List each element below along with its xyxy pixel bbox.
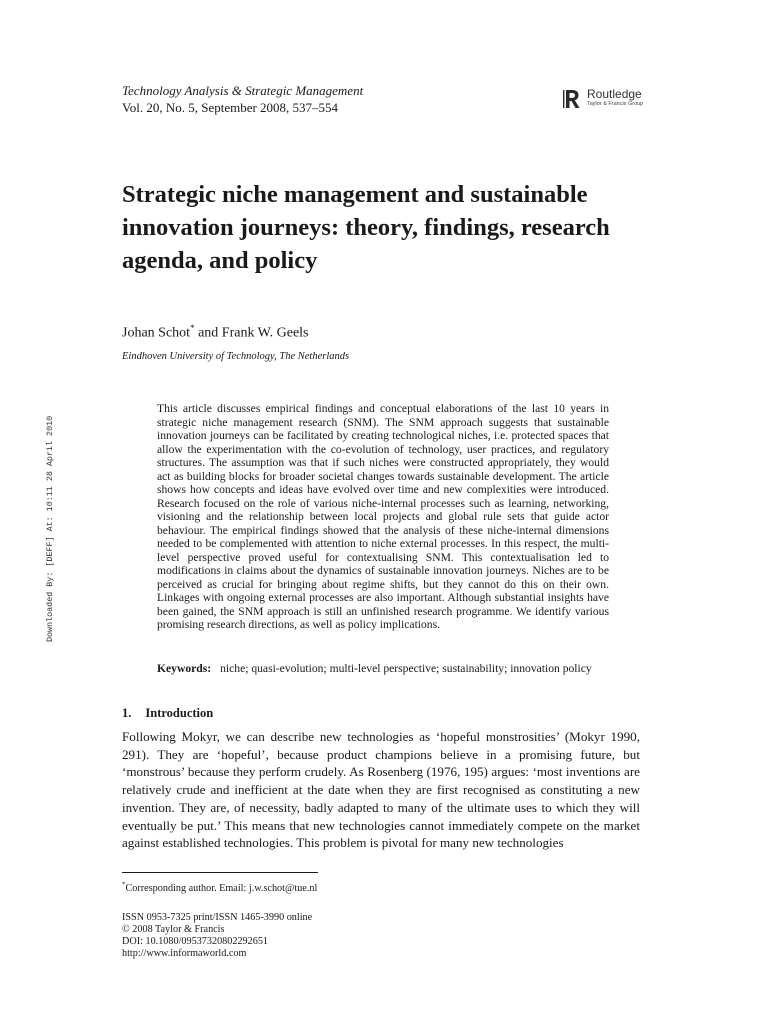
publisher-url[interactable]: http://www.informaworld.com: [122, 948, 247, 959]
publisher-logo: [563, 88, 643, 110]
footnote: [122, 882, 317, 895]
volume-info: Vol. 20, No. 5, September 2008, 537–554: [122, 100, 339, 115]
section-number: 1.: [122, 706, 132, 720]
keywords-text: niche; quasi-evolution; multi-level perspective; sustainability; innovation policy: [220, 662, 592, 675]
affiliation: Eindhoven University of Technology, The Netherlands: [122, 351, 350, 362]
article-title: Strategic niche management and sustainable innovation journeys: theory, findings, research agenda, and policy: [122, 181, 610, 274]
issn: ISSN 0953-7325 print/ISSN 1465-3990 online: [122, 912, 313, 923]
footnote-mark: *: [122, 880, 126, 889]
section-title: Introduction: [145, 706, 214, 720]
journal-name: Technology Analysis & Strategic Management: [122, 83, 364, 98]
copyright: © 2008 Taylor & Francis: [122, 924, 225, 935]
corresponding-mark: *: [190, 323, 195, 333]
keywords: [157, 661, 617, 676]
doi: DOI: 10.1080/09537320802292651: [122, 936, 269, 947]
authors: [122, 319, 309, 343]
footnote-divider: [122, 872, 318, 873]
publisher-group: Taylor & Francis Group: [587, 101, 644, 107]
keywords-label: Keywords:: [157, 662, 212, 675]
publication-info: [122, 912, 312, 960]
abstract: This article discusses empirical findings and conceptual elaborations of the last 10 years in strategic niche management research (SNM). The SNM approach suggests that sustainable innovation journeys can be facilitated by creating technological niches, i.e. protected spaces that allow the experimentation with the co-evolution of technology, user practices, and regulatory structures. The assumption was that if such niches were constructed appropriately, they would act as building blocks for broader societal changes towards sustainable development. The article shows how concepts and ideas have evolved over time and new complexities were introduced. Research focused on the role of various niche-internal processes such as learning, networking, visioning and the relationship between local projects and global rule sets that guide actor behaviour. The empirical findings showed that the analysis of these niche-internal dimensions needed to be complemented with attention to niche external processes. In this respect, the multi-level perspective proved useful for contextualising SNM. This contextualisation led to modifications in claims about the dynamics of sustainable innovation journeys. Niches are to be perceived as crucial for bringing about regime shifts, but they cannot do this on their own. Linkages with ongoing external processes are also important. Although substantial insights have been gained, the SNM approach is still an unfinished research programme. We identify various promising research directions, as well as policy implications.: [157, 402, 609, 631]
download-stamp: Downloaded By: [DEFF] At: 10:11 28 April 2010: [45, 415, 55, 642]
section-heading: [122, 705, 213, 721]
body-paragraph: Following Mokyr, we can describe new technologies as ‘hopeful monstrosities’ (Mokyr 1990, 291). They are ‘hopeful’, because product champions believe in a promising future, but ‘monstrous’ because they perform crudely. As Rosenberg (1976, 195) argues: ‘most inventions are relatively crude and inefficient at the date when they are first recognised as constituting a new invention. They are, of necessity, badly adapted to many of the ultimate uses to which they will eventually be put.’ This means that new technologies cannot immediately compete on the market against established technologies. This problem is pivotal for many new technologies: [122, 729, 640, 851]
author-primary: Johan Schot: [122, 325, 191, 341]
footnote-text: Corresponding author. Email: j.w.schot@tue.nl: [125, 883, 318, 894]
author-secondary: and Frank W. Geels: [194, 325, 309, 341]
routledge-logo-icon: [563, 88, 581, 110]
publisher-name: Routledge: [587, 87, 642, 101]
